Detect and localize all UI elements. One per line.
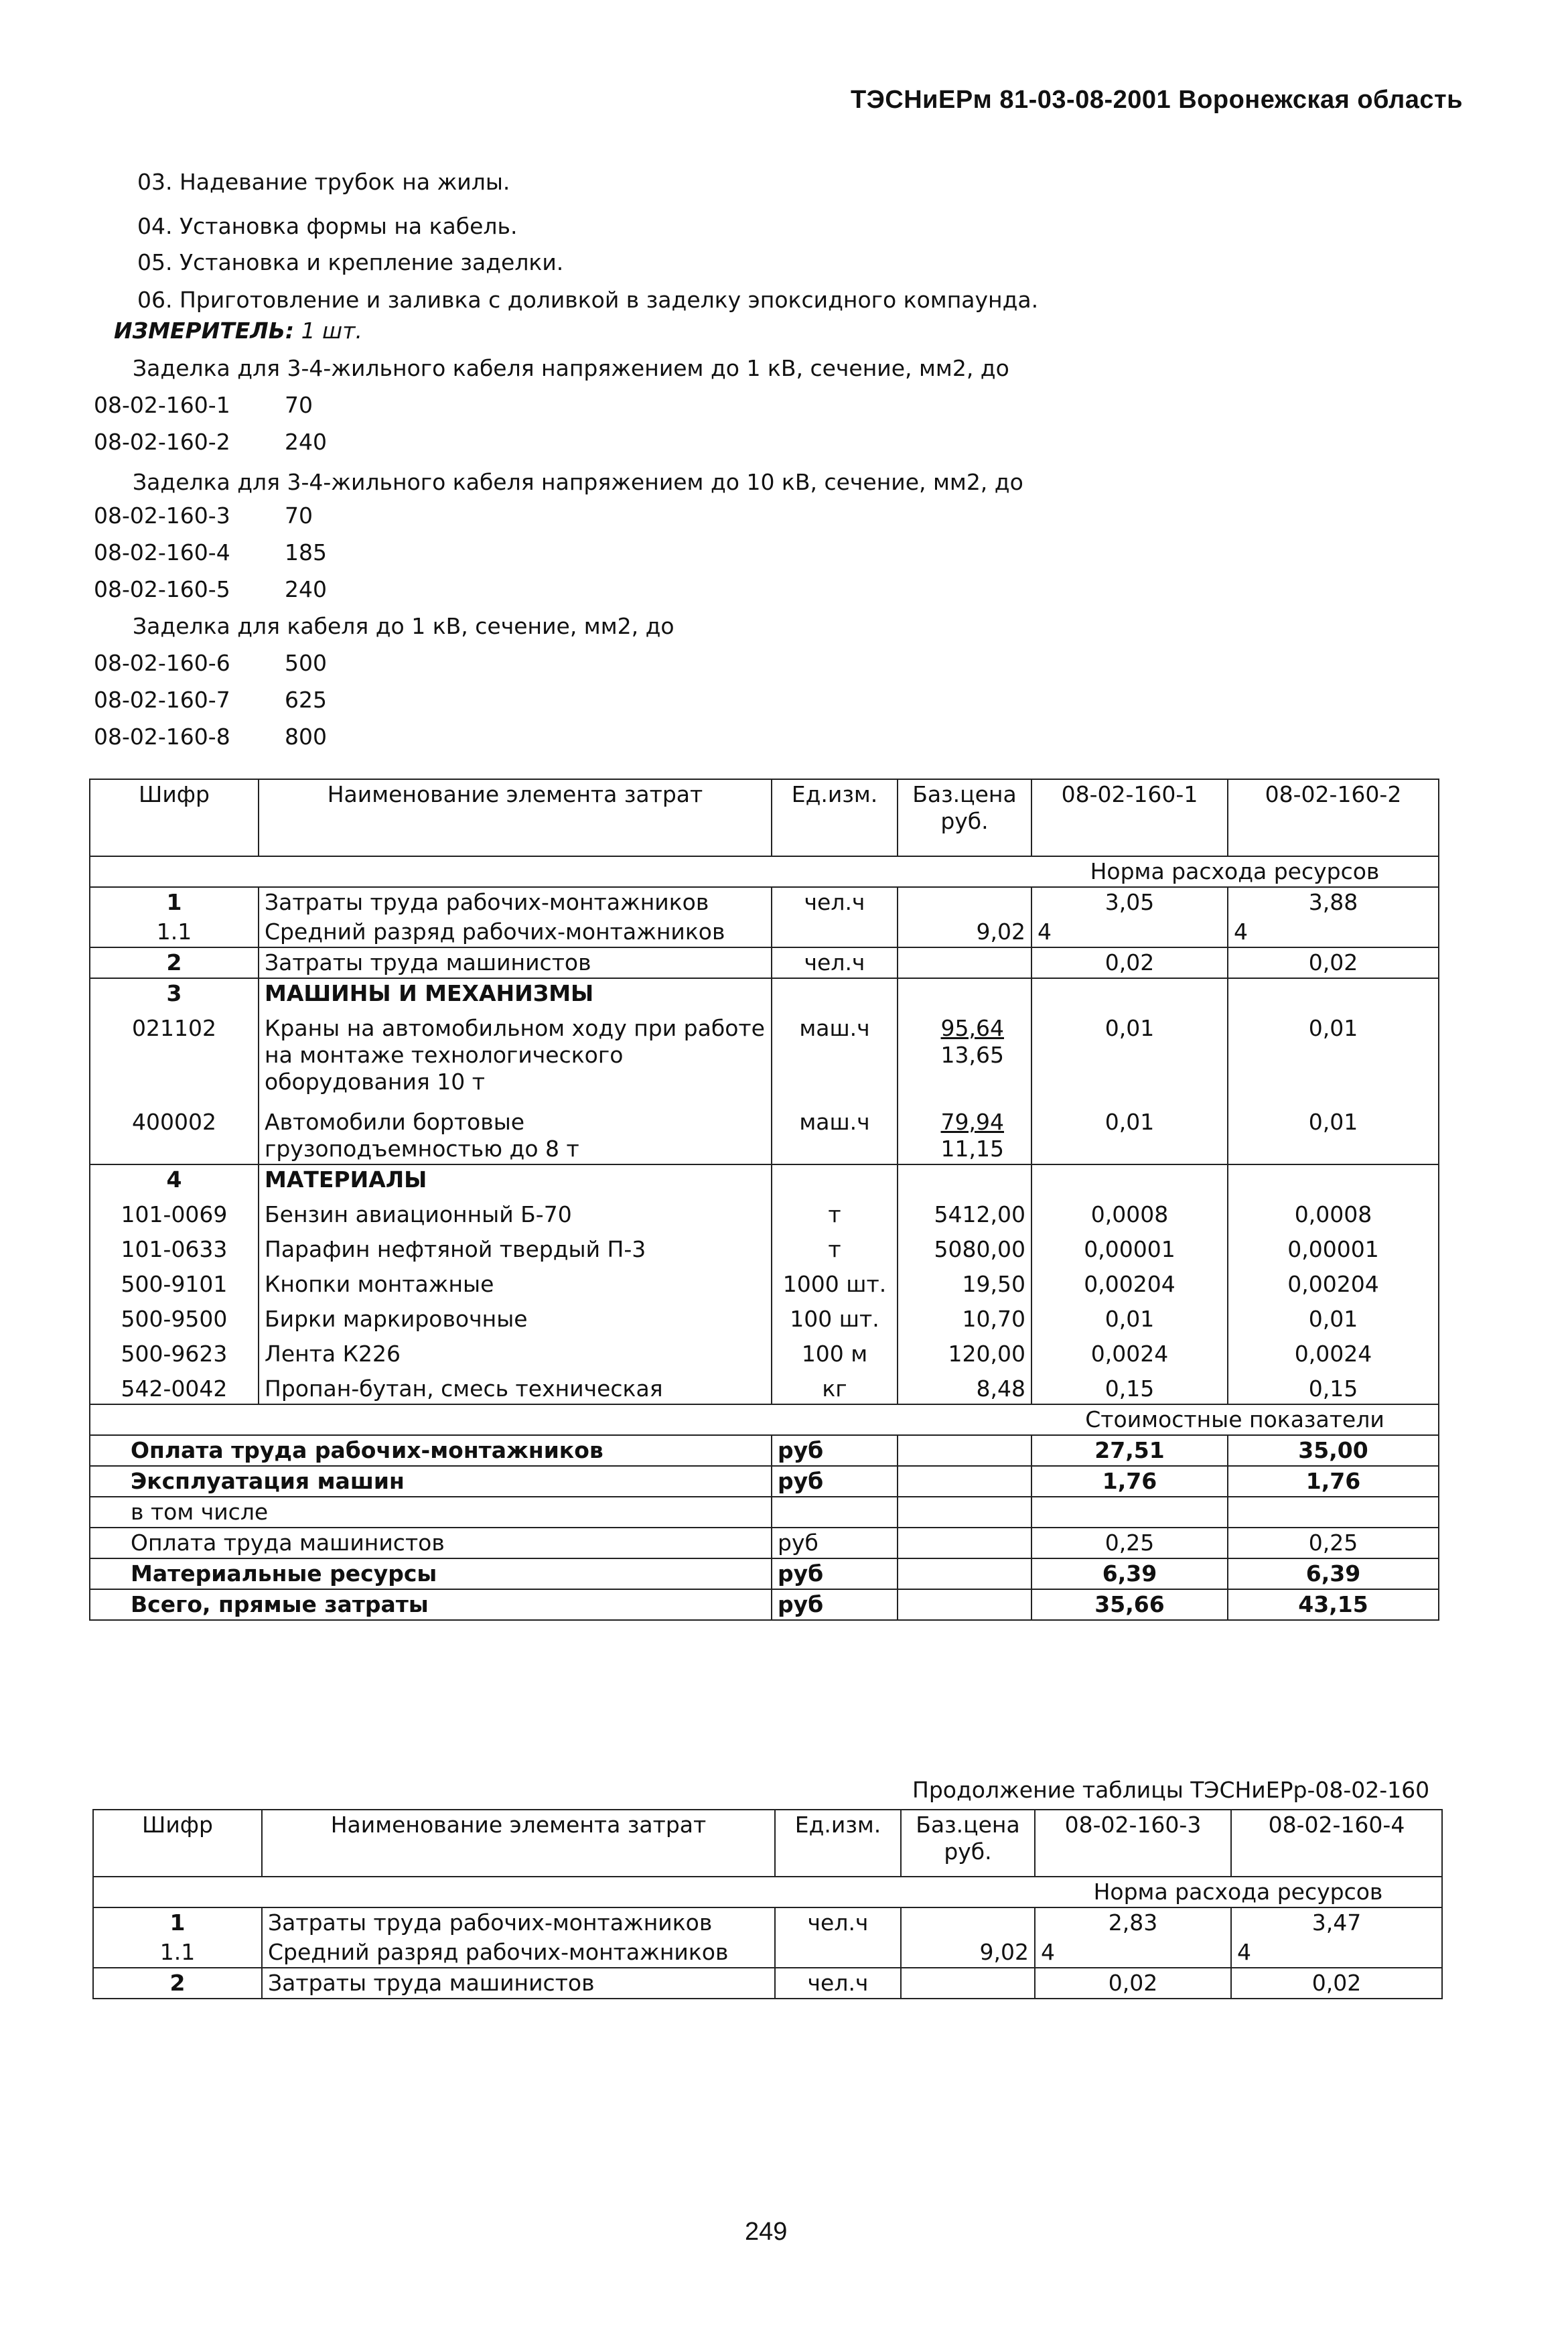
cost-row: в том числе (90, 1497, 1439, 1528)
group-item-code: 08-02-160-8 (94, 724, 230, 750)
group-title: Заделка для кабеля до 1 кВ, сечение, мм2, до (133, 613, 674, 639)
norm-label-row (93, 1877, 1442, 1907)
table-row: 101-0069 Бензин авиационный Б-70 т 5412,00 0,0008 0,0008 (90, 1195, 1439, 1229)
resource-table-2 (92, 1809, 1443, 1999)
norm-label: Норма расхода ресурсов (1031, 856, 1439, 887)
norm-label-row (90, 856, 1439, 887)
step-06: 06. Приготовление и заливка с доливкой в заделку эпоксидного компаунда. (137, 287, 1039, 313)
col-header-name: Наименование элемента затрат (259, 779, 772, 856)
section-row-materials: 4 МАТЕРИАЛЫ (90, 1164, 1439, 1195)
table-row: 2 Затраты труда машинистов чел.ч 0,02 0,02 (93, 1968, 1442, 1999)
section-row-machines: 3 МАШИНЫ И МЕХАНИЗМЫ (90, 978, 1439, 1008)
price-machinist-wage: 11,15 (940, 1136, 1004, 1162)
table-row: 101-0633 Парафин нефтяной твердый П-3 т 5080,00 0,00001 0,00001 (90, 1229, 1439, 1264)
col-header-price: Баз.цена руб. (898, 779, 1031, 856)
measure-label: ИЗМЕРИТЕЛЬ: (114, 318, 295, 344)
col-header-norm-3: 08-02-160-3 (1035, 1810, 1231, 1877)
group-item-code: 08-02-160-4 (94, 539, 230, 565)
group-item-value: 70 (285, 392, 313, 418)
price-total: 79,94 (940, 1109, 1004, 1135)
group-item-value: 185 (285, 539, 327, 565)
group-item-value: 240 (285, 429, 327, 455)
col-header-price: Баз.цена руб. (901, 1810, 1035, 1877)
norm-label: Норма расхода ресурсов (1035, 1877, 1442, 1907)
table-row: 500-9623 Лента К226 100 м 120,00 0,0024 0,0024 (90, 1334, 1439, 1369)
cost-row: Материальные ресурсы руб 6,39 6,39 (90, 1558, 1439, 1589)
table-row: 500-9500 Бирки маркировочные 100 шт. 10,70 0,01 0,01 (90, 1299, 1439, 1334)
col-header-unit: Ед.изм. (772, 779, 898, 856)
resource-table-1 (89, 779, 1439, 1621)
cost-row: Эксплуатация машин руб 1,76 1,76 (90, 1466, 1439, 1497)
group-title: Заделка для 3-4-жильного кабеля напряжением до 10 кВ, сечение, мм2, до (133, 469, 1023, 495)
step-03: 03. Надевание трубок на жилы. (137, 169, 510, 195)
step-04: 04. Установка формы на кабель. (137, 213, 518, 239)
table-row: 1 Затраты труда рабочих-монтажников чел.ч 3,05 3,88 (90, 887, 1439, 917)
cost-label-row (90, 1404, 1439, 1435)
continuation-caption: Продолжение таблицы ТЭСНиЕРр-08-02-160 (912, 1777, 1430, 1803)
price-total: 95,64 (940, 1015, 1004, 1041)
col-header-unit: Ед.изм. (775, 1810, 901, 1877)
measure-line (114, 318, 362, 344)
cost-row: Оплата труда машинистов руб 0,25 0,25 (90, 1528, 1439, 1558)
col-header-name: Наименование элемента затрат (262, 1810, 775, 1877)
col-header-norm-1: 08-02-160-1 (1031, 779, 1228, 856)
cost-label: Стоимостные показатели (1031, 1404, 1439, 1435)
cost-row: Оплата труда рабочих-монтажников руб 27,51 35,00 (90, 1435, 1439, 1466)
group-item-value: 500 (285, 650, 327, 676)
col-header-norm-4: 08-02-160-4 (1231, 1810, 1442, 1877)
table-row: 1.1 Средний разряд рабочих-монтажников 9,02 4 4 (90, 917, 1439, 947)
table-row: 021102 Краны на автомобильном ходу при работе на монтаже технологического оборудования 10 т маш.ч 95,64 13,65 0,01 0,01 (90, 1008, 1439, 1097)
step-05: 05. Установка и крепление заделки. (137, 249, 564, 275)
group-item-code: 08-02-160-2 (94, 429, 230, 455)
group-item-value: 800 (285, 724, 327, 750)
table-row: 1 Затраты труда рабочих-монтажников чел.ч 2,83 3,47 (93, 1907, 1442, 1938)
group-item-value: 625 (285, 687, 327, 713)
table-row: 2 Затраты труда машинистов чел.ч 0,02 0,02 (90, 947, 1439, 978)
price-machinist-wage: 13,65 (940, 1042, 1004, 1068)
group-item-code: 08-02-160-6 (94, 650, 230, 676)
group-item-value: 240 (285, 576, 327, 602)
page-number: 249 (745, 2218, 788, 2246)
table-header-row (93, 1810, 1442, 1877)
table-row: 500-9101 Кнопки монтажные 1000 шт. 19,50 0,00204 0,00204 (90, 1264, 1439, 1299)
table-row: 542-0042 Пропан-бутан, смесь техническая кг 8,48 0,15 0,15 (90, 1369, 1439, 1404)
table-header-row (90, 779, 1439, 856)
col-header-norm-2: 08-02-160-2 (1228, 779, 1439, 856)
running-header: ТЭСНиЕРм 81-03-08-2001 Воронежская область (851, 86, 1463, 114)
group-title: Заделка для 3-4-жильного кабеля напряжением до 1 кВ, сечение, мм2, до (133, 355, 1009, 381)
col-header-code: Шифр (90, 779, 259, 856)
cost-row-total: Всего, прямые затраты руб 35,66 43,15 (90, 1589, 1439, 1620)
table-row: 1.1 Средний разряд рабочих-монтажников 9,02 4 4 (93, 1938, 1442, 1968)
group-item-code: 08-02-160-5 (94, 576, 230, 602)
group-item-code: 08-02-160-3 (94, 502, 230, 529)
measure-value: 1 шт. (301, 318, 362, 344)
col-header-code: Шифр (93, 1810, 262, 1877)
group-item-code: 08-02-160-1 (94, 392, 230, 418)
group-item-code: 08-02-160-7 (94, 687, 230, 713)
table-row: 400002 Автомобили бортовые грузоподъемностью до 8 т маш.ч 79,94 11,15 0,01 0,01 (90, 1097, 1439, 1164)
group-item-value: 70 (285, 502, 313, 529)
